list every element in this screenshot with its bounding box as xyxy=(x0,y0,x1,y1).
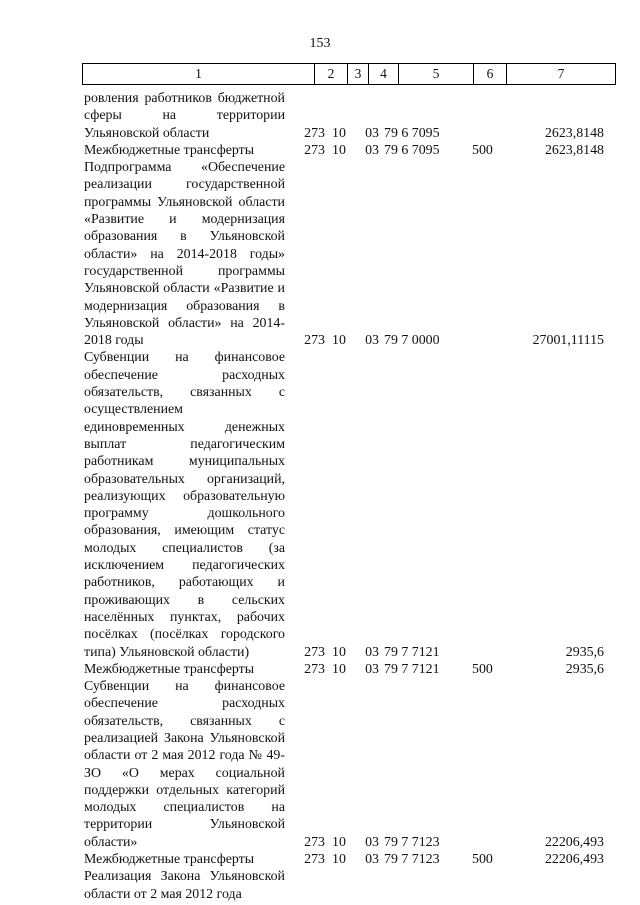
code-section: 10 xyxy=(332,644,346,660)
header-col-3: 3 xyxy=(347,64,368,84)
code-expense-type xyxy=(472,125,502,142)
table-row xyxy=(84,868,604,903)
code-expense-type xyxy=(472,644,502,661)
code-expense-type: 500 xyxy=(472,661,493,677)
code-subsection: 03 xyxy=(365,333,379,349)
amount: 2935,6 xyxy=(565,661,604,677)
row-codes xyxy=(285,851,604,868)
amount: 2935,6 xyxy=(565,644,604,660)
table-row xyxy=(84,90,604,142)
code-section: 10 xyxy=(332,834,346,850)
row-description: ровления работников бюджетной сферы на территории Ульяновской области xyxy=(84,91,285,141)
code-expense-type: 500 xyxy=(472,142,493,158)
table-row xyxy=(84,661,604,678)
code-target: 79 6 7095 xyxy=(384,142,440,158)
row-description: Межбюджетные трансферты xyxy=(84,661,255,677)
amount: 2623,8148 xyxy=(544,125,604,141)
code-ministry: 273 xyxy=(304,852,325,868)
code-expense-type xyxy=(472,332,502,349)
code-ministry: 273 xyxy=(304,834,325,850)
code-ministry: 273 xyxy=(304,142,325,158)
table-row xyxy=(84,678,604,851)
header-col-6: 6 xyxy=(473,64,506,84)
table-row xyxy=(84,159,604,349)
row-codes xyxy=(285,661,604,678)
code-ministry: 273 xyxy=(304,644,325,660)
code-expense-type xyxy=(472,834,502,851)
table-header xyxy=(82,63,616,85)
table-body xyxy=(84,90,604,903)
row-description: Межбюджетные трансферты xyxy=(84,142,255,158)
row-codes xyxy=(285,332,604,349)
table-row xyxy=(84,851,604,868)
row-codes xyxy=(285,644,604,661)
row-codes xyxy=(285,834,604,851)
row-codes xyxy=(285,125,604,142)
code-target: 79 7 7123 xyxy=(384,834,440,850)
code-subsection: 03 xyxy=(365,125,379,141)
code-expense-type: 500 xyxy=(472,852,493,868)
code-section: 10 xyxy=(332,852,346,868)
code-section: 10 xyxy=(332,142,346,158)
row-description: Субвенции на финансовое обеспечение расходных обязательств, связанных с реализацией Закона Ульяновской области от 2 мая 2012 года № 49-ЗО «О мерах социальной поддержки отдельных категорий молодых специалистов на территории Ульяновской области» xyxy=(84,679,285,850)
code-section: 10 xyxy=(332,125,346,141)
code-target: 79 6 7095 xyxy=(384,125,440,141)
header-col-5: 5 xyxy=(398,64,473,84)
table-row xyxy=(84,349,604,660)
row-description: Подпрограмма «Обеспечение реализации государственной программы Ульяновской области «Развитие и модернизация образования в Ульяновской области» на 2014-2018 годы» государственной программы Ульяновской области «Развитие и модернизация образования в Ульяновской области» на 2014-2018 годы xyxy=(84,160,285,349)
amount: 27001,11115 xyxy=(532,333,604,349)
amount: 2623,8148 xyxy=(544,142,604,158)
code-subsection: 03 xyxy=(365,142,379,158)
amount: 22206,493 xyxy=(544,852,604,868)
header-col-1: 1 xyxy=(195,66,202,81)
row-description: Реализация Закона Ульяновской области от 2 мая 2012 года xyxy=(84,869,285,902)
code-subsection: 03 xyxy=(365,834,379,850)
header-col-4: 4 xyxy=(368,64,398,84)
code-target: 79 7 7121 xyxy=(384,644,440,660)
row-codes xyxy=(285,142,604,159)
header-col-2: 2 xyxy=(314,64,347,84)
row-description: Межбюджетные трансферты xyxy=(84,852,255,868)
code-ministry: 273 xyxy=(304,333,325,349)
table-row xyxy=(84,142,604,159)
code-target: 79 7 0000 xyxy=(384,333,440,349)
code-subsection: 03 xyxy=(365,644,379,660)
header-col-7: 7 xyxy=(506,64,615,84)
code-section: 10 xyxy=(332,333,346,349)
code-section: 10 xyxy=(332,661,346,677)
code-subsection: 03 xyxy=(365,661,379,677)
code-ministry: 273 xyxy=(304,125,325,141)
code-subsection: 03 xyxy=(365,852,379,868)
row-description: Субвенции на финансовое обеспечение расходных обязательств, связанных с осуществлением единовременных денежных выплат педагогическим работникам муниципальных образовательных организаций, реализующих образовательную программу дошкольного образования, имеющим статус молодых специалистов (за исключением педагогических работников, работающих и проживающих в сельских населённых пунктах, рабочих посёлках (посёлках городского типа) Ульяновской области) xyxy=(84,350,285,660)
page-number: 153 xyxy=(309,36,331,51)
code-target: 79 7 7123 xyxy=(384,852,440,868)
amount: 22206,493 xyxy=(544,834,604,850)
code-target: 79 7 7121 xyxy=(384,661,440,677)
code-ministry: 273 xyxy=(304,661,325,677)
